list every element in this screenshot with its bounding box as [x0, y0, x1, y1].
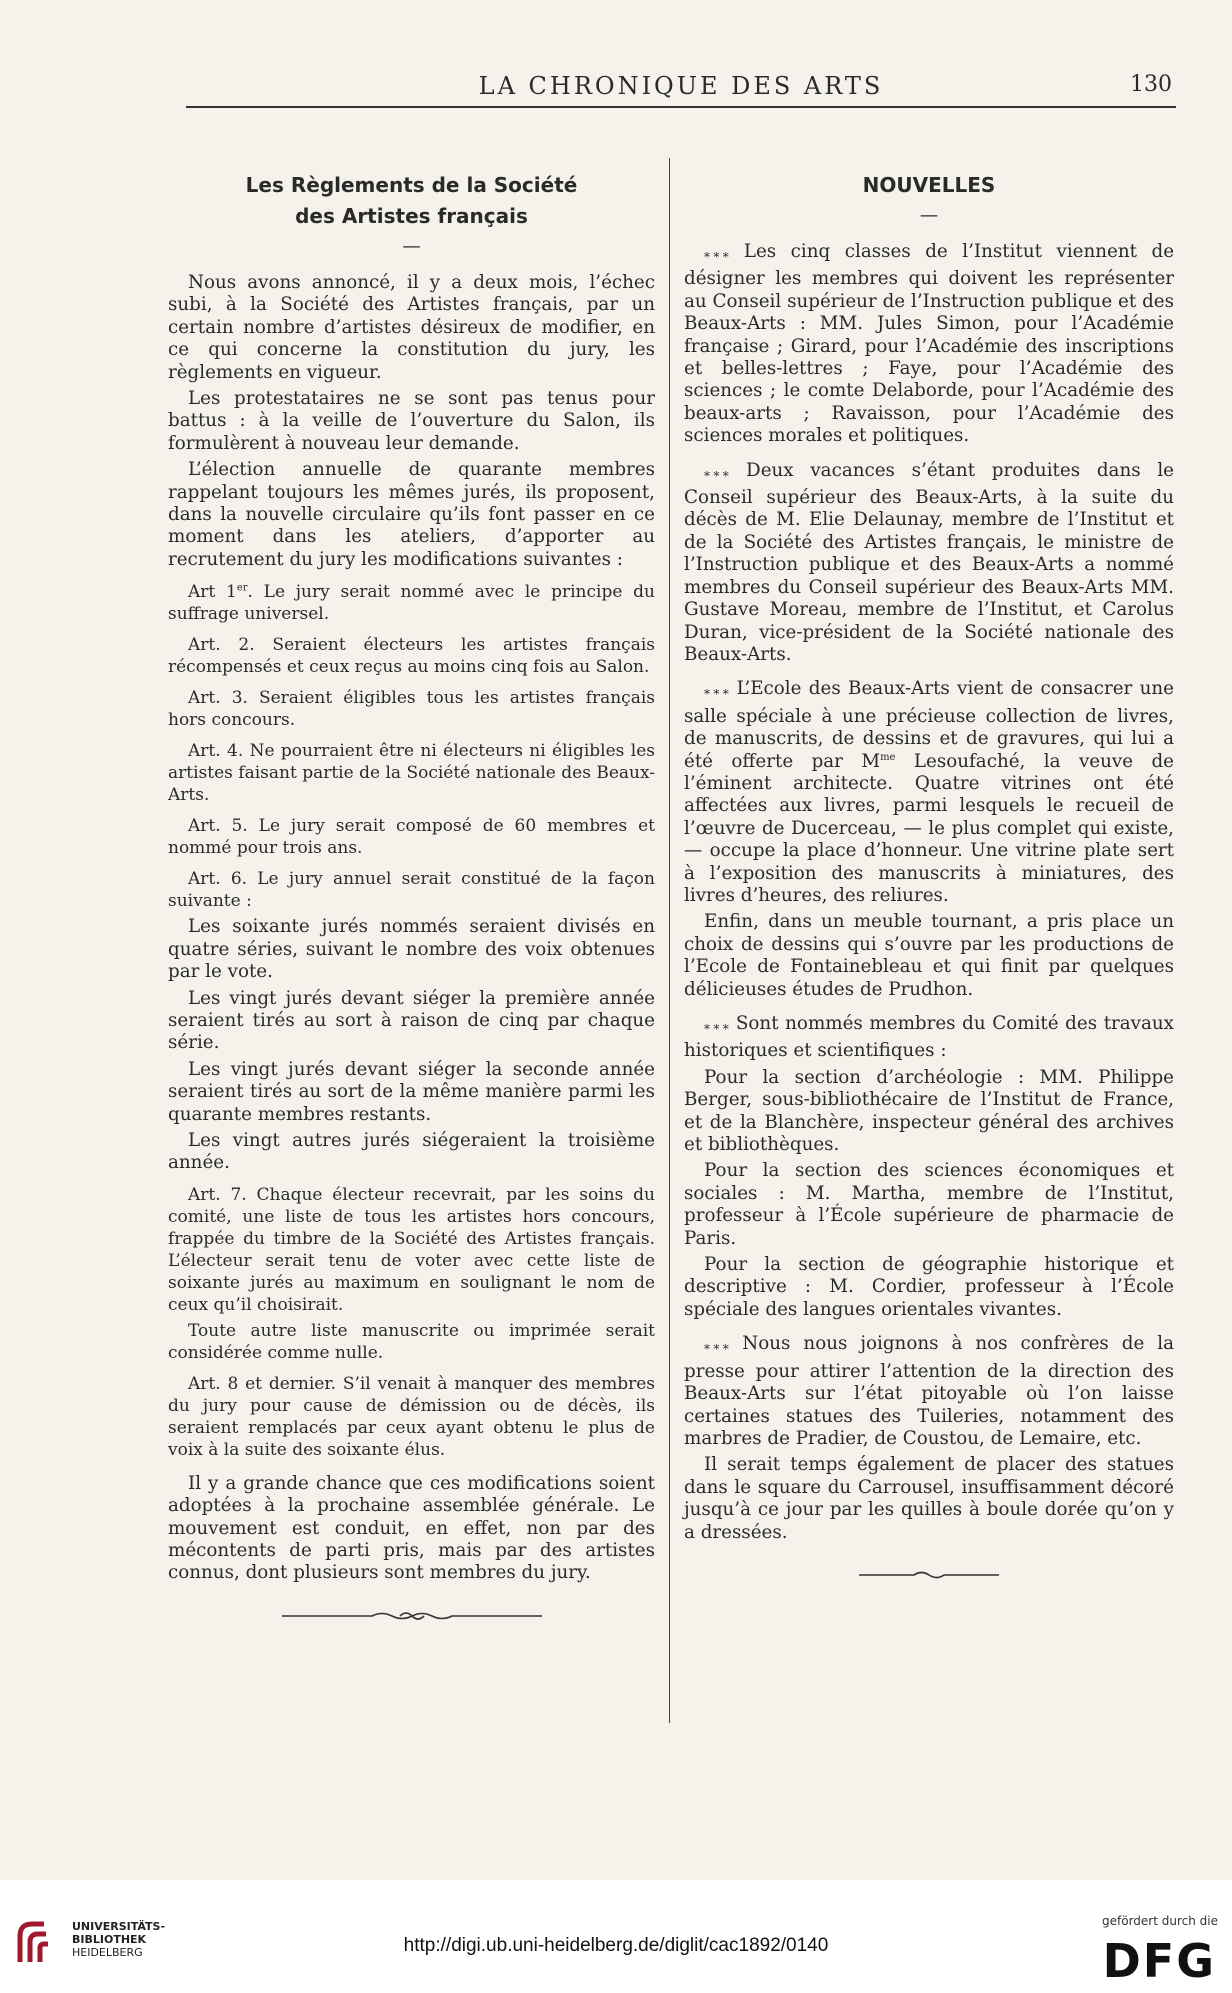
news-item	[684, 678, 1174, 907]
news-text: Lesoufaché, la veuve de l’éminent architecte. Quatre vitrines ont été affectées aux livres, parmi lesquels le recueil de l’œuvre de Ducerceau, — le plus complet qui existe, — occupe la place d’honneur. Une vitrine plate sert à l’exposition des manuscrits à miniatures, des livres d’heures, des reliures.	[684, 750, 1174, 906]
paragraph: Les protestataires ne se sont pas tenus pour battus : à la veille de l’ouverture du Salon, ils formulèrent à nouveau leur demande.	[168, 388, 655, 454]
paragraph: Pour la section des sciences économiques et sociales : M. Martha, membre de l’Institut, professeur à l’École supérieure de pharmacie de Paris.	[684, 1160, 1174, 1249]
digitization-footer	[0, 1880, 1232, 1993]
article-1	[168, 581, 655, 625]
journal-title: LA CHRONIQUE DES ARTS	[478, 72, 884, 100]
news-text: L’Ecole des Beaux-Arts vient de consacrer une salle spéciale à une précieuse collection de livres, de manuscrits, de dessins et de gravures, qui lui a été offerte par M	[684, 678, 1174, 772]
library-name-line: UNIVERSITÄTS-	[72, 1920, 166, 1933]
article-6: Art. 6. Le jury annuel serait constitué de la façon suivante :	[168, 869, 655, 912]
news-item	[684, 460, 1174, 667]
heading-line-1: Les Règlements de la Société	[245, 173, 578, 197]
paragraph: Les soixante jurés nommés seraient divisés en quatre séries, suivant le nombre des voix obtenues par le vote.	[168, 916, 655, 983]
article-8: Art. 8 et dernier. S’il venait à manquer des membres du jury pour cause de démission ou de décès, ils seraient remplacés par ceux ayant obtenu le plus de voix à la suite des soixante élus.	[168, 1373, 655, 1460]
news-text: Nous nous joignons à nos confrères de la presse pour attirer l’attention de la direction des Beaux-Arts sur l’état pitoyable où l’on laisse certaines statues des Tuileries, notamment des marbres de Pradier, de Coustou, de Lemaire, etc.	[684, 1333, 1174, 1449]
separator-dash: —	[402, 236, 421, 257]
asterism-icon: * * *	[704, 1022, 730, 1036]
paragraph: Enfin, dans un meuble tournant, a pris place un choix de dessins qui s’ouvre par les productions de l’Ecole de Fontainebleau et qui finit par quelques délicieuses études de Prudhon.	[684, 911, 1174, 1000]
news-column	[684, 170, 1174, 1588]
separator-dash: —	[919, 205, 939, 226]
paragraph: Pour la section de géographie historique et descriptive : M. Cordier, professeur à l’École spéciale des langues orientales vivantes.	[684, 1254, 1174, 1320]
article-7: Art. 7. Chaque électeur recevrait, par les soins du comité, une liste de tous les artistes hors concours, frappée du timbre de la Société des Artistes français. L’électeur serait tenu de voter avec cette liste de soixante jurés au maximum en soulignant le nom de ceux qu’il choisirait.	[168, 1184, 655, 1315]
column-divider	[669, 158, 670, 1723]
asterism-icon: * * *	[704, 1342, 730, 1357]
article-2: Art. 2. Seraient électeurs les artistes français récompensés et ceux reçus au moins cinq fois au Salon.	[168, 635, 655, 678]
paragraph: Nous avons annoncé, il y a deux mois, l’échec subi, à la Société des Artistes français, par un certain nombre d’artistes désireux de modifier, en ce qui concerne la constitution du jury, les règlements en vigueur.	[168, 272, 655, 383]
closing-paragraph: Il y a grande chance que ces modifications soient adoptées à la prochaine assemblée générale. Le mouvement est conduit, en effet, non par des mécontents de parti pris, mais par des artistes connus, dont plusieurs sont membres du jury.	[168, 1472, 655, 1584]
asterism-icon: * * *	[704, 250, 730, 264]
paragraph: Les vingt jurés devant siéger la première année seraient tirés au sort à raison de cinq par chaque série.	[168, 987, 655, 1054]
superscript: er	[236, 582, 248, 594]
paragraph: Les vingt jurés devant siéger la seconde année seraient tirés au sort de la même manière parmi les quarante membres restants.	[168, 1058, 655, 1125]
paragraph: Toute autre liste manuscrite ou imprimée serait considérée comme nulle.	[168, 1320, 655, 1363]
article-heading	[168, 170, 655, 232]
funded-by-text: gefördert durch die	[1102, 1914, 1218, 1928]
end-ornament	[684, 1566, 1174, 1588]
end-ornament	[168, 1607, 655, 1629]
article-1-text: . Le jury serait nommé avec le principe du suffrage universel.	[168, 582, 655, 625]
news-item	[684, 241, 1174, 448]
paragraph: Il serait temps également de placer des statues dans le square du Carrousel, insuffisamment décoré jusqu’à ce jour par les quilles à boule dorée qu’on y a dressées.	[684, 1454, 1174, 1543]
library-name-line: BIBLIOTHEK	[72, 1933, 147, 1946]
paragraph: L’élection annuelle de quarante membres rappelant toujours les mêmes jurés, ils proposent, dans la nouvelle circulaire qu’ils font passer en ce moment dans les ateliers, d’apporter au recrutement du jury les modifications suivantes :	[168, 459, 655, 570]
superscript: me	[880, 751, 896, 763]
news-item	[684, 1333, 1174, 1450]
article-3: Art. 3. Seraient éligibles tous les artistes français hors concours.	[168, 688, 655, 731]
library-name-line: HEIDELBERG	[72, 1946, 143, 1959]
heading-line-2: des Artistes français	[295, 204, 528, 228]
running-header	[186, 72, 1176, 108]
source-url-link[interactable]: http://digi.ub.uni-heidelberg.de/diglit/cac1892/0140	[403, 1935, 829, 1956]
news-text: Les cinq classes de l’Institut viennent de désigner les membres qui doivent les représenter au Conseil supérieur de l’Instruction publique et des Beaux-Arts : MM. Jules Simon, pour l’Académie française ; Girard, pour l’Académie des inscriptions et belles-lettres ; Faye, pour l’Académie des sciences ; le comte Delaborde, pour l’Académie des beaux-arts ; Ravaisson, pour l’Académie des sciences morales et politiques.	[684, 241, 1175, 447]
paragraph: Pour la section d’archéologie : MM. Philippe Berger, sous-bibliothécaire de l’Institut de France, et de la Blanchère, inspecteur général des archives et bibliothèques.	[684, 1066, 1174, 1156]
article-4: Art. 4. Ne pourraient être ni électeurs ni éligibles les artistes faisant partie de la Société nationale des Beaux-Arts.	[168, 741, 655, 806]
article-1-start: Art 1	[188, 582, 237, 603]
asterism-icon: * * *	[704, 468, 730, 483]
news-text: Sont nommés membres du Comité des travaux historiques et scientifiques :	[684, 1013, 1174, 1062]
page-number: 130	[1130, 72, 1172, 97]
paragraph: Les vingt autres jurés siégeraient la troisième année.	[168, 1129, 655, 1174]
news-heading: NOUVELLES	[862, 173, 996, 197]
news-item	[684, 1013, 1174, 1063]
article-5: Art. 5. Le jury serait composé de 60 membres et nommé pour trois ans.	[168, 816, 655, 859]
dfg-logo: DFG	[1102, 1934, 1216, 1988]
news-text: Deux vacances s’étant produites dans le Conseil supérieur des Beaux-Arts, à la suite du décès de M. Elie Delaunay, membre de l’Institut et de la Société des Artistes français, le ministre de l’Instruction publique et des Beaux-Arts a nommé membres du Conseil supérieur des Beaux-Arts MM. Gustave Moreau, membre de l’Institut, et Carolus Duran, vice-président de la Société nationale des Beaux-Arts.	[684, 459, 1175, 665]
article-reglements	[168, 170, 655, 1629]
asterism-icon: * * *	[704, 687, 730, 702]
